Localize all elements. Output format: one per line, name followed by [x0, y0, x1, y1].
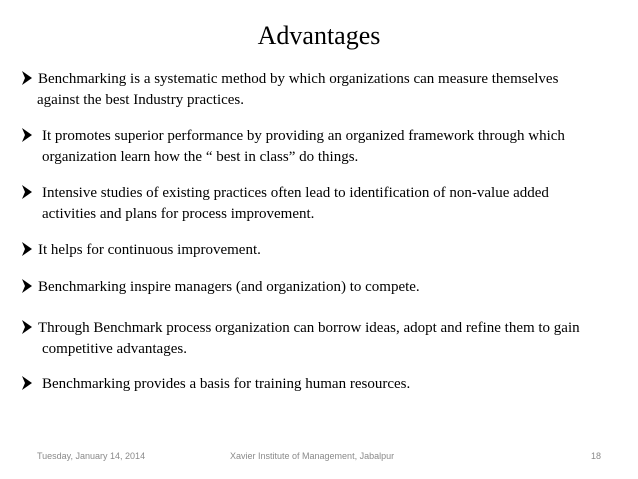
footer-organization: Xavier Institute of Management, Jabalpur — [230, 451, 395, 461]
bullet-text-continued: activities and plans for process improvement. — [42, 206, 315, 222]
bullet-item — [22, 126, 632, 168]
slide-title: Advantages — [257, 21, 381, 50]
bullet-text: It promotes superior performance by providing an organized framework through which — [42, 128, 565, 144]
bullet-text: Benchmarking provides a basis for training human resources. — [42, 376, 411, 392]
arrow-bullet-icon — [22, 320, 32, 334]
arrow-bullet-icon — [22, 71, 32, 85]
bullet-text: Intensive studies of existing practices often lead to identification of non-value added — [42, 185, 549, 201]
arrow-bullet-icon — [22, 128, 32, 142]
arrow-bullet-icon — [22, 242, 32, 256]
bullet-text: Benchmarking inspire managers (and organization) to compete. — [38, 279, 420, 295]
arrow-bullet-icon — [22, 185, 32, 199]
bullet-text: Through Benchmark process organization can borrow ideas, adopt and refine them to gain — [38, 320, 580, 336]
bullet-text-continued: competitive advantages. — [42, 341, 187, 357]
arrow-bullet-icon — [22, 279, 32, 293]
bullet-text: It helps for continuous improvement. — [38, 242, 261, 258]
bullet-text: Benchmarking is a systematic method by which organizations can measure themselves — [38, 71, 559, 87]
bullet-text-continued: against the best Industry practices. — [37, 92, 245, 108]
bullet-text-continued: organization learn how the “ best in class” do things. — [42, 149, 359, 165]
footer-page-number: 18 — [591, 451, 602, 461]
bullet-item — [22, 374, 632, 395]
arrow-bullet-icon — [22, 376, 32, 390]
bullet-item — [22, 69, 632, 111]
bullet-item — [22, 277, 632, 298]
footer-date: Tuesday, January 14, 2014 — [37, 451, 146, 461]
bullet-item — [22, 318, 632, 360]
bullet-item — [22, 240, 632, 261]
bullet-item — [22, 183, 632, 225]
